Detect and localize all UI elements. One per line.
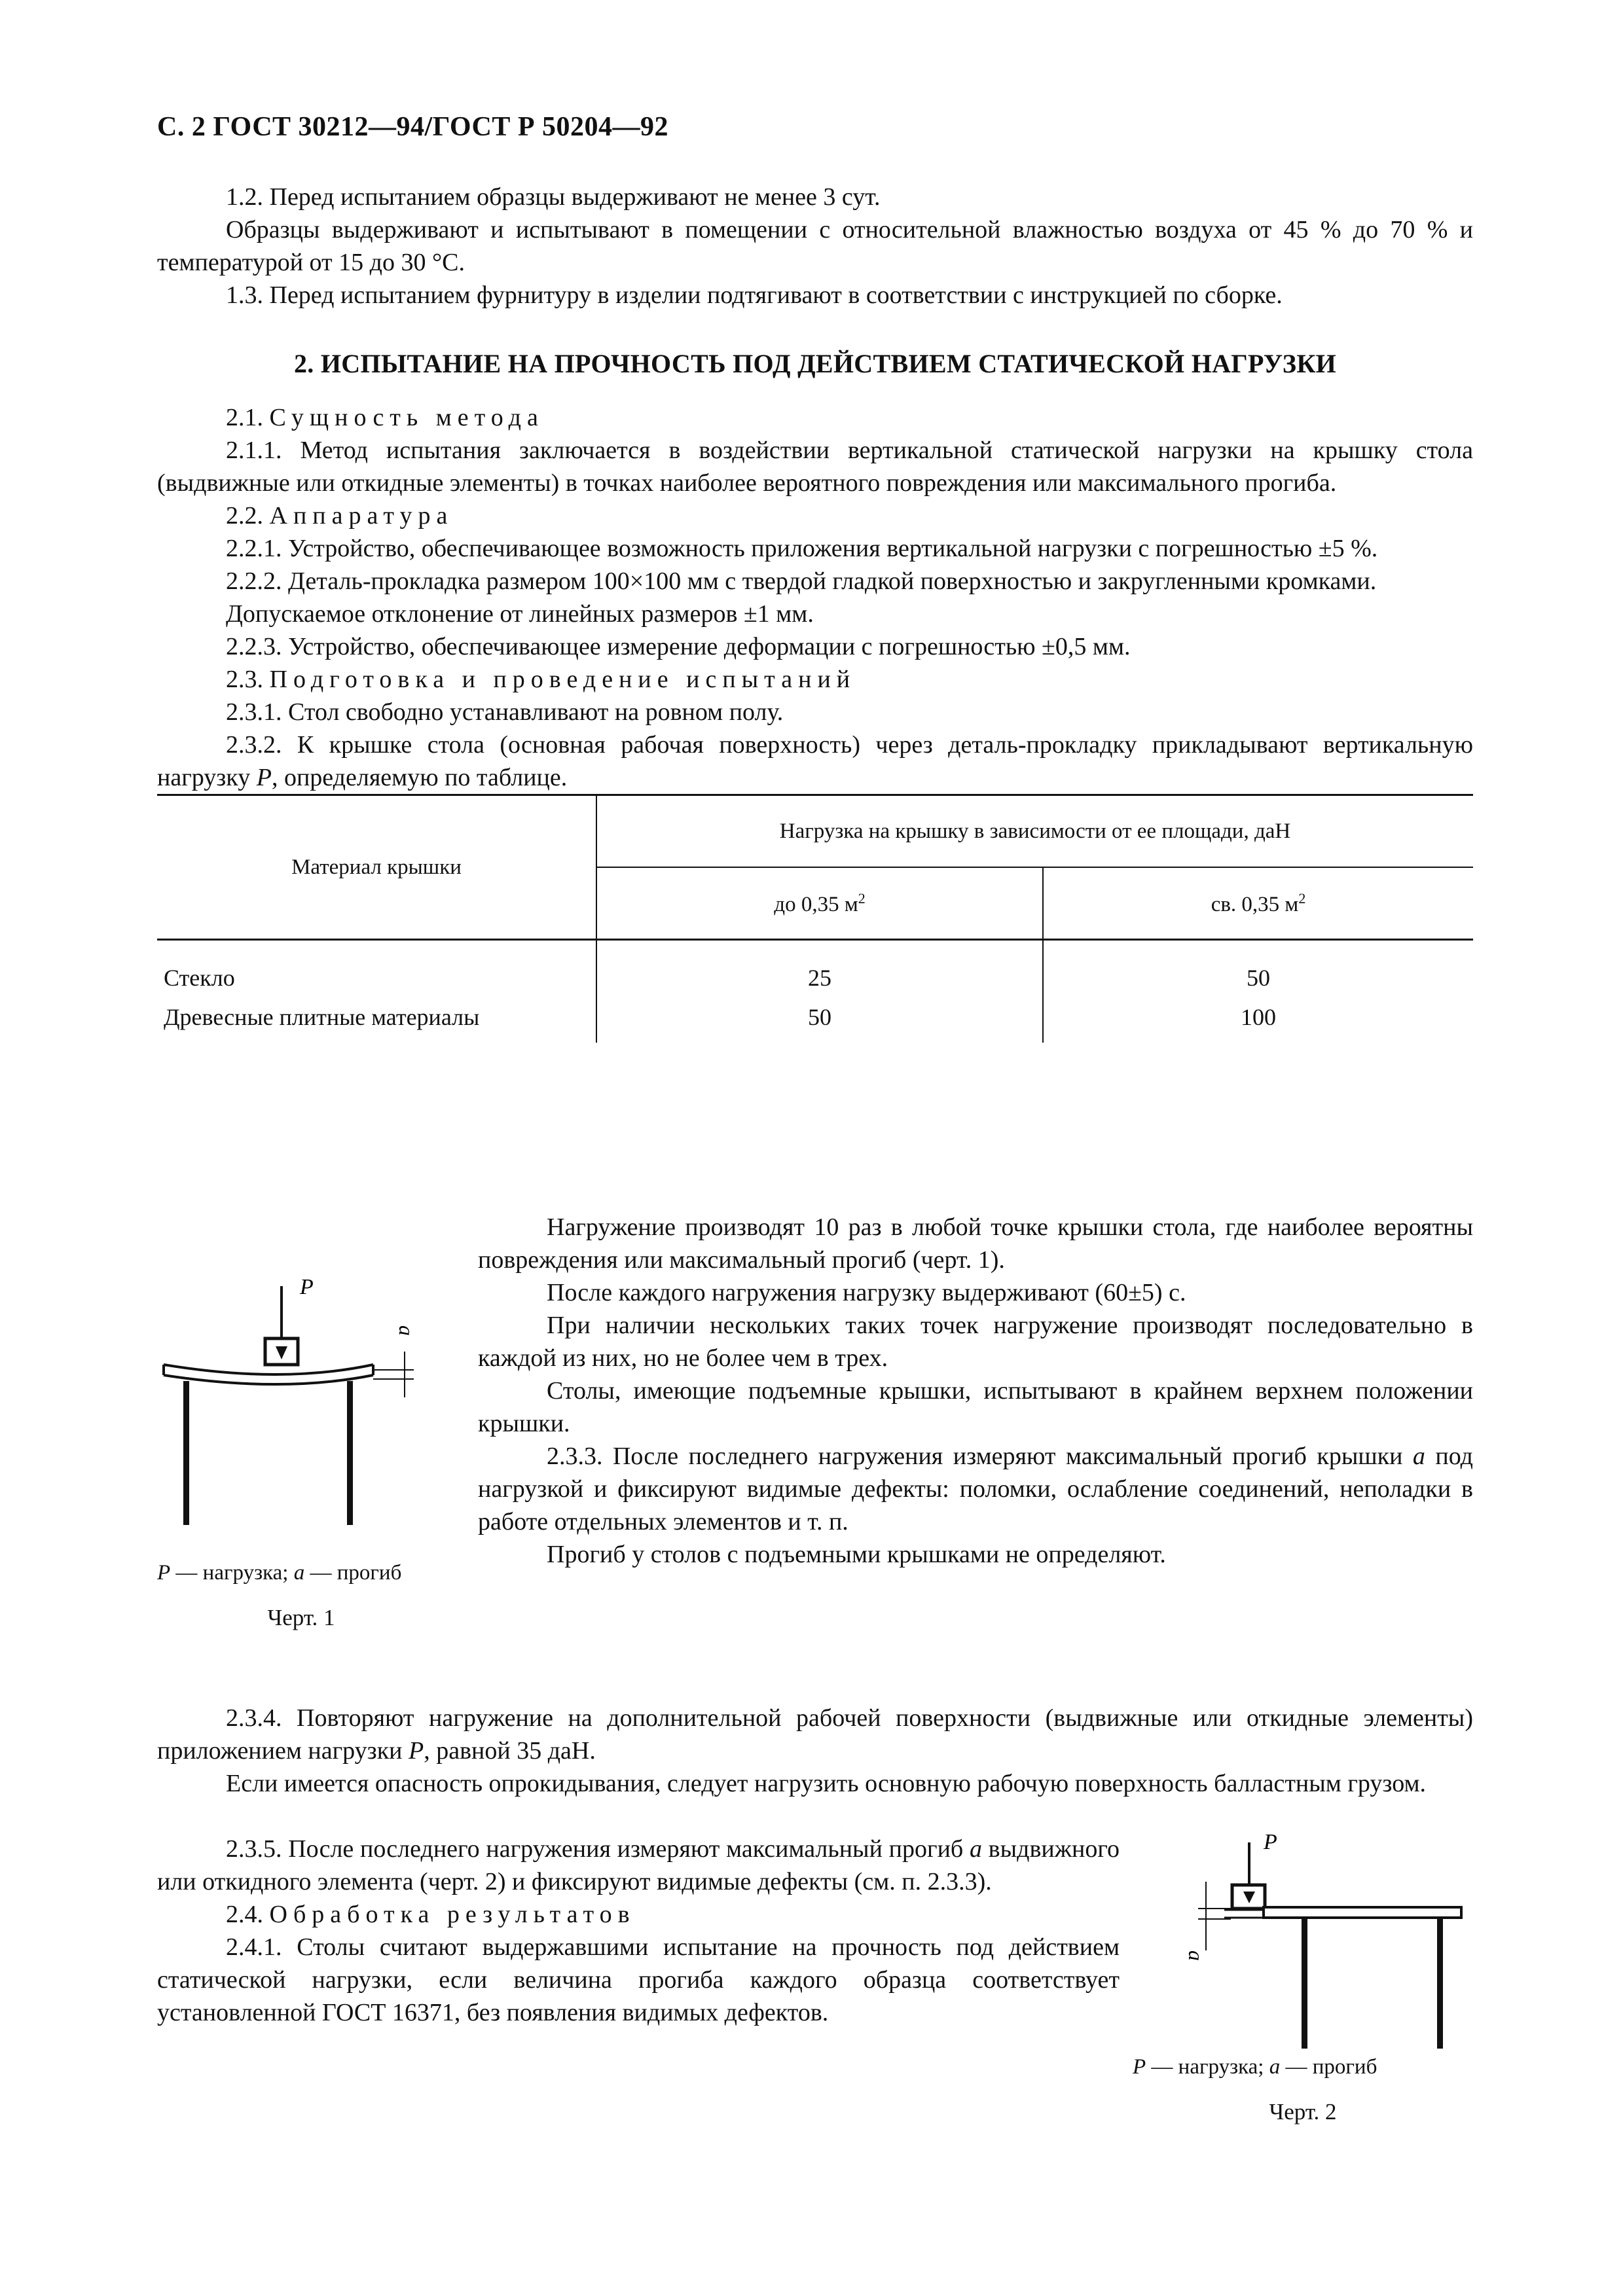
para-2-2-2: 2.2.2. Деталь-прокладка размером 100×100 мм с твердой гладкой поверхностью и закругленными кромками.: [226, 567, 1377, 595]
para-2-1-1: 2.1.1. Метод испытания заключается в воздействии вертикальной статической нагрузки на крышку стола (выдвижные или откидные элементы) в точках наиболее вероятного повреждения или максимального прогиба.: [157, 437, 1473, 497]
load-table: [157, 794, 1473, 1043]
figure-2-caption: [1133, 2055, 1473, 2079]
subsection-number: 2.2.: [226, 502, 263, 529]
fig2-label-a: a: [1184, 1950, 1208, 1961]
text-run: — прогиб: [1285, 2055, 1377, 2079]
subsection-2-3: [157, 663, 1473, 696]
subsection-title: Обработка результатов: [269, 1901, 636, 1928]
text-run: под нагрузкой и фиксируют видимые дефекты: поломки, ослабление соединений, неполадки в работе отдельных элементов и т. п.: [478, 1443, 1473, 1535]
var-a: a: [969, 1835, 982, 1863]
text-block-bottom: [157, 1702, 1473, 1800]
subsection-2-1: [157, 401, 1473, 434]
var-p: P: [409, 1737, 424, 1765]
para-2-3-3: [478, 1440, 1473, 1538]
para-2-3-5: [157, 1833, 1120, 1898]
text-run: выдвижного или откидного элемента (черт. 2) и фиксируют видимые дефекты (см. п. 2.3.3).: [157, 1835, 1120, 1895]
fig1-leg: [347, 1381, 353, 1525]
table-header-material: Материал крышки: [157, 795, 596, 940]
table-row: [157, 992, 1473, 1043]
var-p: P: [157, 1561, 171, 1585]
text-run: 2.3.3. После последнего нагружения измеряют максимальный прогиб крышки: [547, 1443, 1413, 1470]
table-cell-value: 25: [596, 940, 1043, 992]
text-run: св. 0,35 м: [1211, 892, 1299, 916]
page-header: С. 2 ГОСТ 30212—94/ГОСТ Р 50204—92: [157, 112, 669, 142]
superscript: 2: [1298, 889, 1306, 906]
var-p: P: [256, 764, 272, 791]
figure-2: [1133, 1820, 1473, 2125]
para-2-2-3: 2.2.3. Устройство, обеспечивающее измерение деформации с погрешностью ±0,5 мм.: [226, 633, 1131, 660]
text-run: , определяемую по таблице.: [271, 764, 568, 791]
para-2-2-2b: Допускаемое отклонение от линейных размеров ±1 мм.: [226, 600, 814, 628]
table-cell-value: 50: [1247, 965, 1270, 991]
text-run: , равной 35 даН.: [424, 1737, 596, 1765]
table-cell-value: 100: [1241, 1004, 1276, 1030]
para-ballast: Если имеется опасность опрокидывания, следует нагрузить основную рабочую поверхность балластным грузом.: [226, 1770, 1427, 1797]
subsection-2-4: [157, 1898, 1120, 1931]
var-p: P: [1133, 2055, 1146, 2079]
para-2-3-1: 2.3.1. Стол свободно устанавливают на ровном полу.: [226, 698, 784, 726]
fig1-tabletop-bottom: [164, 1375, 373, 1384]
var-a: a: [293, 1561, 305, 1585]
para-1-3: 1.3. Перед испытанием фурнитуру в изделии подтягивают в соответствии с инструкцией по сборке.: [226, 281, 1283, 309]
para-2-4-1: 2.4.1. Столы считают выдержавшими испытание на прочность под действием статической нагрузки, если величина прогиба каждого образца соответствует установленной ГОСТ 16371, без появления видимых дефектов.: [157, 1933, 1120, 2026]
var-a: a: [1269, 2055, 1281, 2079]
figure-1-drawing: [157, 1253, 445, 1574]
table-row: [157, 940, 1473, 992]
text-column-right: [478, 1211, 1473, 1571]
subsection-number: 2.4.: [226, 1901, 263, 1928]
figure-1: [157, 1253, 445, 1631]
para-load-3: При наличии нескольких таких точек нагружение производят последовательно в каждой из них, но не более чем в трех.: [478, 1312, 1473, 1372]
table-header-load: Нагрузка на крышку в зависимости от ее площади, даН: [596, 795, 1473, 868]
text-run: — прогиб: [310, 1561, 402, 1585]
para-load-1: Нагружение производят 10 раз в любой точке крышки стола, где наиболее вероятны повреждения или максимальный прогиб (черт. 1).: [478, 1213, 1473, 1274]
para-load-4: Столы, имеющие подъемные крышки, испытывают в крайнем верхнем положении крышки.: [478, 1377, 1473, 1437]
subsection-title: Аппаратура: [269, 502, 454, 529]
table-cell-material: Древесные плитные материалы: [157, 992, 596, 1043]
table-cell-material: Стекло: [157, 940, 596, 992]
para-2-2-1: 2.2.1. Устройство, обеспечивающее возможность приложения вертикальной нагрузки с погрешностью ±5 %.: [226, 535, 1378, 562]
subsection-title: Подготовка и проведение испытаний: [269, 666, 856, 693]
figure-2-drawing: [1133, 1820, 1473, 2055]
para-2-3-2: [157, 728, 1473, 794]
fig2-leg: [1302, 1918, 1307, 2049]
table-subheader-large: [1043, 867, 1473, 940]
text-run: — нагрузка;: [175, 1561, 289, 1585]
text-column-left: [157, 1833, 1120, 2029]
text-run: до 0,35 м: [774, 892, 858, 916]
fig2-label-p: P: [1264, 1830, 1277, 1854]
para-1-2a: 1.2. Перед испытанием образцы выдерживают не менее 3 сут.: [226, 183, 881, 211]
text-run: 2.3.4. Повторяют нагружение на дополнительной рабочей поверхности (выдвижные или откидные элементы) приложением нагрузки: [157, 1704, 1473, 1765]
subsection-number: 2.1.: [226, 404, 263, 431]
table-subheader-small: [596, 867, 1043, 940]
para-load-2: После каждого нагружения нагрузку выдерживают (60±5) с.: [547, 1279, 1186, 1306]
fig1-leg: [183, 1381, 189, 1525]
para-2-3-4: [157, 1702, 1473, 1767]
section-2-title: 2. ИСПЫТАНИЕ НА ПРОЧНОСТЬ ПОД ДЕЙСТВИЕМ СТАТИЧЕСКОЙ НАГРУЗКИ: [293, 349, 1337, 378]
subsection-title: Сущность метода: [269, 404, 544, 431]
text-run: 2.3.5. После последнего нагружения измеряют максимальный прогиб: [226, 1835, 970, 1863]
figure-2-title: Черт. 2: [1269, 2099, 1337, 2125]
var-a: a: [1412, 1443, 1425, 1470]
document-page: [157, 111, 1473, 2125]
figure-1-title: Черт. 1: [267, 1605, 335, 1630]
table-cell-value: 50: [596, 992, 1043, 1043]
superscript: 2: [858, 889, 866, 906]
subsection-number: 2.3.: [226, 666, 263, 693]
figure-1-caption: [157, 1561, 445, 1585]
fig2-tabletop: [1264, 1907, 1461, 1918]
fig2-leg: [1437, 1918, 1443, 2049]
fig1-label-a: a: [395, 1325, 418, 1336]
text-run: — нагрузка;: [1151, 2055, 1264, 2079]
subsection-2-2: [157, 499, 1473, 532]
text-run: 2.3.2. К крышке стола (основная рабочая поверхность) через деталь-прокладку прикладывают вертикальную нагрузку: [157, 731, 1473, 791]
para-1-2b: Образцы выдерживают и испытывают в помещении с относительной влажностью воздуха от 45 % до 70 % и температурой от 15 до 30 °С.: [157, 216, 1473, 276]
para-lift: Прогиб у столов с подъемными крышками не определяют.: [547, 1541, 1166, 1568]
fig1-label-p: P: [300, 1275, 314, 1299]
